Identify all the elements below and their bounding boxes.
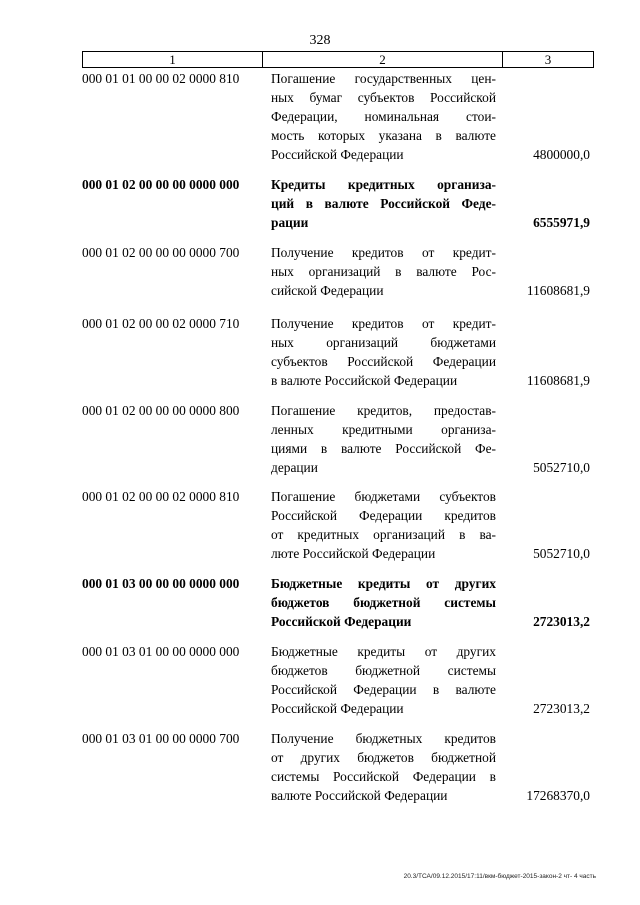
row-description [271,243,496,300]
description-line: Погашение бюджетами субъектов [271,489,496,504]
row-code: 000 01 02 00 00 00 0000 800 [82,403,240,418]
column-header-1: 1 [82,51,262,68]
row-description [271,175,496,232]
description-line: от других бюджетов бюджетной [271,750,496,765]
description-line: бюджетов бюджетной системы [271,663,496,678]
column-header-2: 2 [262,51,502,68]
description-line: ных бумаг субъектов Российской [271,90,496,105]
description-line: в валюте Российской Федерации [271,373,458,388]
row-amount: 5052710,0 [533,460,590,475]
description-line: от кредитных организаций в ва- [271,527,496,542]
description-line: Кредиты кредитных организа- [271,177,496,192]
page-number: 328 [309,33,331,48]
description-line: Погашение государственных цен- [271,71,496,86]
description-line: бюджетов бюджетной системы [271,595,496,610]
row-amount: 2723013,2 [533,701,590,716]
description-line: Российской Федерации [271,701,404,716]
row-amount: 5052710,0 [533,546,590,561]
description-line: люте Российской Федерации [271,546,436,561]
row-description [271,69,496,164]
description-line: мость которых указана в валюте [271,128,496,143]
description-line: Российской Федерации кредитов [271,508,496,523]
description-line: Получение кредитов от кредит- [271,316,496,331]
row-description [271,401,496,477]
row-amount: 6555971,9 [533,215,590,230]
row-code: 000 01 03 01 00 00 0000 000 [82,644,240,659]
row-description [271,729,496,805]
row-amount: 11608681,9 [526,283,590,298]
footer-file-reference: 20.3/ТСА/09.12.2015/17:11/вкм-бюджет-2015-закон-2 чт- 4 часть [403,873,596,880]
row-code: 000 01 02 00 00 00 0000 700 [82,245,240,260]
description-line: ных организаций бюджетами [271,335,496,350]
row-code: 000 01 02 00 00 02 0000 710 [82,316,240,331]
description-line: ных организаций в валюте Рос- [271,264,496,279]
row-code: 000 01 01 00 00 02 0000 810 [82,71,240,86]
row-code: 000 01 03 00 00 00 0000 000 [82,576,240,591]
row-description [271,314,496,390]
description-line: рации [271,215,309,230]
row-code: 000 01 02 00 00 00 0000 000 [82,177,240,192]
description-line: ций в валюте Российской Феде- [271,196,496,211]
description-line: дерации [271,460,318,475]
row-amount: 11608681,9 [526,373,590,388]
row-amount: 4800000,0 [533,147,590,162]
row-code: 000 01 02 00 00 02 0000 810 [82,489,240,504]
column-header-3: 3 [502,51,594,68]
row-description [271,642,496,718]
row-amount: 2723013,2 [533,614,590,629]
row-code: 000 01 03 01 00 00 0000 700 [82,731,240,746]
description-line: Бюджетные кредиты от других [271,576,496,591]
description-line: Погашение кредитов, предостав- [271,403,496,418]
description-line: ленных кредитными организа- [271,422,496,437]
description-line: Российской Федерации [271,614,412,629]
description-line: валюте Российской Федерации [271,788,448,803]
description-line: сийской Федерации [271,283,384,298]
description-line: Получение бюджетных кредитов [271,731,496,746]
description-line: субъектов Российской Федерации [271,354,496,369]
description-line: Российской Федерации [271,147,404,162]
description-line: Федерации, номинальная стои- [271,109,496,124]
row-description [271,574,496,631]
description-line: циями в валюте Российской Фе- [271,441,496,456]
description-line: системы Российской Федерации в [271,769,496,784]
description-line: Получение кредитов от кредит- [271,245,496,260]
row-description [271,487,496,563]
row-amount: 17268370,0 [526,788,590,803]
description-line: Российской Федерации в валюте [271,682,496,697]
description-line: Бюджетные кредиты от других [271,644,496,659]
